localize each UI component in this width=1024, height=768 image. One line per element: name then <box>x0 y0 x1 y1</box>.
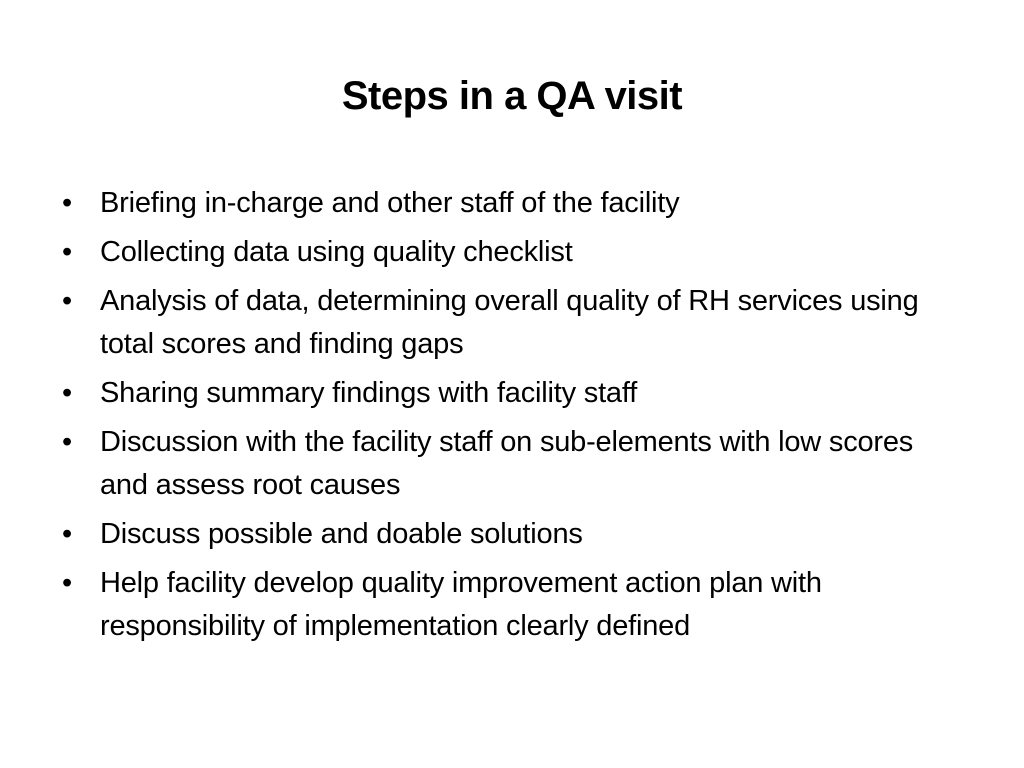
bullet-text: Analysis of data, determining overall quality of RH services using total scores and finding gaps <box>100 285 919 360</box>
bullet-item-collecting-data <box>58 231 958 274</box>
bullet-item-action-plan <box>58 562 958 648</box>
bullet-text: Briefing in-charge and other staff of the facility <box>100 187 680 219</box>
bullet-point-icon: • <box>62 377 72 409</box>
bullet-text: Collecting data using quality checklist <box>100 236 573 268</box>
bullet-point-icon: • <box>62 285 72 317</box>
bullet-point-icon: • <box>62 426 72 458</box>
bullet-item-briefing <box>58 182 958 225</box>
slide-title: Steps in a QA visit <box>341 74 683 118</box>
bullet-text: Discussion with the facility staff on sub-elements with low scores and assess root causes <box>100 426 914 501</box>
bullet-text: Discuss possible and doable solutions <box>100 518 583 550</box>
bullet-item-sharing-findings <box>58 372 958 415</box>
bullet-point-icon: • <box>62 518 72 550</box>
bullet-point-icon: • <box>62 187 72 219</box>
bullet-item-discussion <box>58 421 958 507</box>
bullet-text: Help facility develop quality improvement action plan with responsibility of implementation clearly defined <box>100 567 822 642</box>
bullet-point-icon: • <box>62 236 72 268</box>
bullet-item-analysis <box>58 280 958 366</box>
bullet-text: Sharing summary findings with facility staff <box>100 377 638 409</box>
bullet-list <box>58 182 958 654</box>
bullet-point-icon: • <box>62 567 72 599</box>
bullet-item-solutions <box>58 513 958 556</box>
